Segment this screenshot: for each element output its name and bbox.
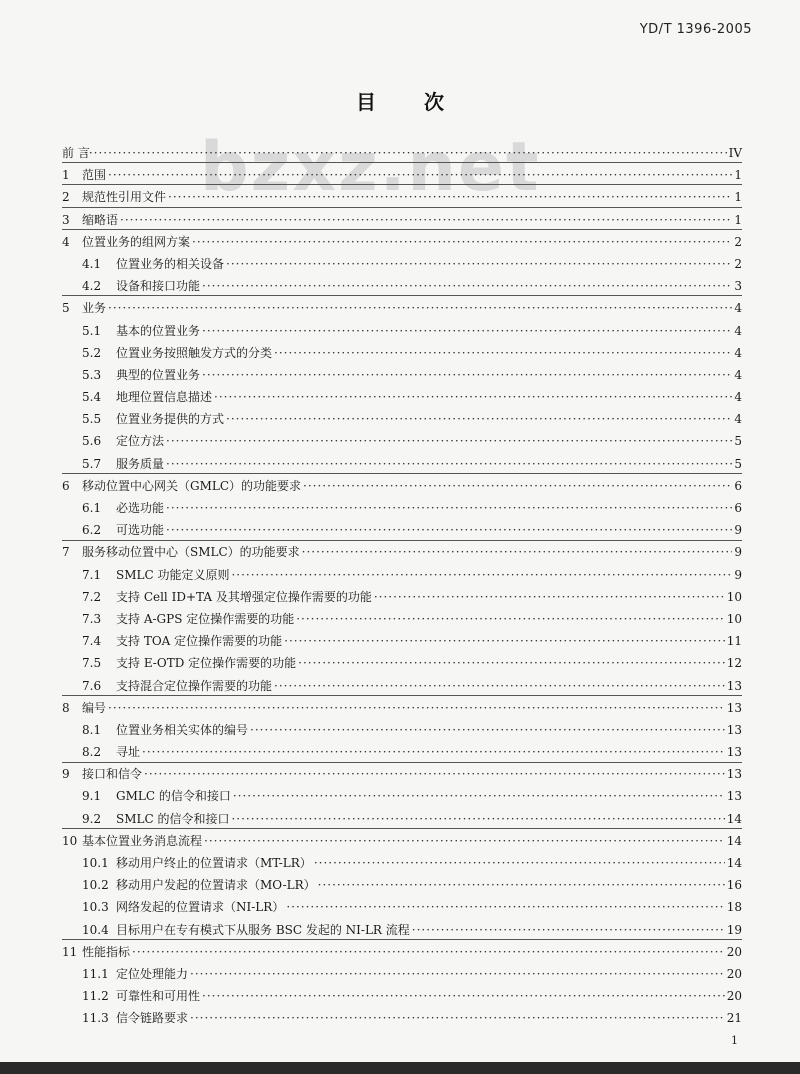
toc-entry-title: 编号	[82, 700, 107, 715]
standard-number: YD/T 1396-2005	[639, 22, 752, 37]
toc-entry-number: 6.1	[82, 501, 102, 515]
toc-entry-title: 服务移动位置中心（SMLC）的功能要求	[82, 545, 300, 560]
toc-entry-number: 9	[62, 767, 70, 782]
toc-entry-title: 缩略语	[82, 212, 119, 227]
toc-leader-dots	[144, 763, 725, 785]
toc-leader-dots	[274, 342, 732, 364]
toc-row-rule	[62, 207, 742, 208]
toc-entry-page: 4	[734, 323, 742, 338]
toc-entry-number: 5.6	[82, 434, 102, 449]
toc-entry-number: 7.5	[82, 656, 102, 671]
toc-entry-title: 网络发起的位置请求（NI-LR）	[116, 900, 285, 915]
toc-entry-title: 支持 E-OTD 定位操作需要的功能	[116, 656, 297, 671]
toc-section-entry[interactable]	[62, 364, 742, 386]
toc-section-entry[interactable]	[62, 963, 742, 985]
toc-leader-dots	[192, 231, 732, 253]
toc-row-rule	[62, 229, 742, 230]
toc-entry-number: 10	[62, 833, 78, 848]
toc-leader-dots	[142, 741, 725, 763]
toc-entry-title: 移动位置中心网关（GMLC）的功能要求	[82, 478, 302, 493]
toc-entry-page: 4	[734, 390, 742, 405]
toc-leader-dots	[296, 608, 724, 630]
toc-leader-dots	[374, 586, 725, 608]
toc-leader-dots	[202, 275, 732, 297]
toc-leader-dots	[108, 297, 732, 319]
toc-leader-dots	[166, 497, 732, 519]
toc-entry-title: 地理位置信息描述	[116, 390, 213, 405]
toc-entry-title: GMLC 的信令和接口	[116, 789, 231, 804]
toc-section-entry[interactable]	[62, 719, 742, 741]
toc-leader-dots	[318, 874, 725, 896]
toc-section-entry[interactable]	[62, 919, 742, 941]
toc-leader-dots	[250, 719, 725, 741]
toc-entry-number: 11	[62, 944, 78, 959]
toc-leader-dots	[302, 541, 732, 563]
toc-chapter-entry[interactable]	[62, 209, 742, 231]
toc-leader-dots	[108, 697, 725, 719]
toc-entry-page: 13	[726, 700, 742, 715]
toc-entry-number: 6.2	[82, 523, 102, 538]
toc-entry-number: 5.1	[82, 323, 102, 338]
toc-entry-number: 5.5	[82, 412, 102, 427]
toc-section-entry[interactable]	[62, 985, 742, 1007]
toc-entry-number: 5.4	[82, 390, 102, 405]
toc-section-entry[interactable]	[62, 808, 742, 830]
toc-leader-dots	[204, 830, 725, 852]
toc-entry-page: 2	[734, 234, 742, 249]
toc-section-entry[interactable]	[62, 874, 742, 896]
toc-leader-dots	[190, 1007, 725, 1029]
toc-entry-number: 4.1	[82, 256, 102, 271]
toc-leader-dots	[120, 209, 732, 231]
toc-leader-dots	[274, 675, 725, 697]
toc-entry-title: 支持混合定位操作需要的功能	[116, 678, 273, 693]
toc-entry-title: 位置业务的组网方案	[82, 234, 191, 249]
toc-entry-title: 设备和接口功能	[116, 279, 201, 294]
toc-entry-page: 14	[726, 856, 742, 870]
toc-entry-page: 13	[726, 678, 742, 693]
toc-section-entry[interactable]	[62, 564, 742, 586]
toc-leader-dots	[284, 630, 725, 652]
toc-entry-page: 20	[726, 966, 742, 981]
toc-entry-number: 10.2	[82, 878, 109, 893]
toc-entry-page: 12	[726, 656, 742, 671]
toc-entry-page: 20	[726, 989, 742, 1004]
toc-section-entry[interactable]	[62, 320, 742, 342]
toc-entry-title: 基本位置业务消息流程	[82, 833, 203, 848]
toc-entry-page: 19	[726, 922, 742, 937]
toc-section-entry[interactable]	[62, 408, 742, 430]
toc-chapter-entry[interactable]	[62, 231, 742, 253]
toc-leader-dots	[168, 186, 732, 208]
toc-entry-title: SMLC 的信令和接口	[116, 811, 230, 826]
toc-entry-title: 范围	[82, 168, 107, 183]
toc-leader-dots	[303, 475, 732, 497]
toc-leader-dots	[202, 364, 732, 386]
toc-leader-dots	[214, 386, 732, 408]
toc-entry-page: 20	[726, 944, 742, 959]
toc-leader-dots	[226, 253, 732, 275]
toc-leader-dots	[132, 941, 725, 963]
toc-entry-page: 13	[726, 789, 742, 804]
toc-entry-title: 寻址	[116, 745, 141, 760]
toc-entry-page: 2	[734, 256, 742, 271]
toc-entry-number: 6	[62, 478, 70, 493]
toc-entry-number: 8.2	[82, 745, 102, 760]
toc-entry-title: 支持 A-GPS 定位操作需要的功能	[116, 611, 295, 626]
toc-chapter-entry[interactable]	[62, 475, 742, 497]
toc-entry-page: 1	[734, 212, 742, 227]
toc-entry-number: 8.1	[82, 722, 102, 737]
toc-entry-title: 接口和信令	[82, 767, 143, 782]
toc-entry-page: 9	[734, 545, 742, 560]
toc-section-entry[interactable]	[62, 519, 742, 541]
toc-entry-number: 11.2	[82, 989, 109, 1004]
toc-entry-title: 支持 Cell ID+TA 及其增强定位操作需要的功能	[116, 589, 372, 604]
toc-row-rule	[62, 295, 742, 296]
toc-row-rule	[62, 695, 742, 696]
toc-entry-page: 6	[734, 478, 742, 493]
toc-row-rule	[62, 184, 742, 185]
toc-entry-page: 21	[726, 1011, 742, 1026]
toc-entry-page: 9	[734, 567, 742, 582]
toc-section-entry[interactable]	[62, 453, 742, 475]
toc-entry-number: 1	[62, 168, 70, 183]
toc-entry-number: 7.3	[82, 611, 102, 626]
toc-entry-number: 10.4	[82, 922, 109, 937]
toc-entry-number: 7.2	[82, 589, 102, 604]
toc-entry-number: 11.1	[82, 966, 109, 981]
toc-entry-title: 可靠性和可用性	[116, 989, 201, 1004]
toc-entry-number: 5.7	[82, 456, 102, 471]
toc-section-entry[interactable]	[62, 430, 742, 452]
toc-entry-title: 定位方法	[116, 434, 165, 449]
toc-leader-dots	[166, 430, 732, 452]
toc-section-entry[interactable]	[62, 675, 742, 697]
toc-entry-title: 性能指标	[82, 944, 131, 959]
toc-chapter-entry[interactable]	[62, 941, 742, 963]
toc-leader-dots	[202, 985, 725, 1007]
toc-section-entry[interactable]	[62, 741, 742, 763]
toc-entry-page: 13	[726, 722, 742, 737]
toc-entry-title: 服务质量	[116, 456, 165, 471]
toc-entry-number: 8	[62, 700, 70, 715]
toc-entry-title: 必选功能	[116, 501, 165, 515]
page-number: 1	[731, 1034, 738, 1047]
toc-entry-title: 移动用户终止的位置请求（MT-LR）	[116, 856, 312, 870]
toc-entry-page: 10	[726, 611, 742, 626]
toc-entry-number: 9.1	[82, 789, 102, 804]
toc-section-entry[interactable]	[62, 608, 742, 630]
toc-leader-dots	[202, 320, 732, 342]
toc-chapter-entry[interactable]	[62, 763, 742, 785]
toc-entry-title: 规范性引用文件	[82, 190, 167, 205]
toc-chapter-entry[interactable]	[62, 697, 742, 719]
toc-row-rule	[62, 762, 742, 763]
toc-entry-page: 5	[734, 434, 742, 449]
toc-entry-title: 定位处理能力	[116, 966, 189, 981]
toc-entry-title: 位置业务提供的方式	[116, 412, 225, 427]
toc-leader-dots	[226, 408, 732, 430]
toc-entry-number: 2	[62, 190, 70, 205]
toc-entry-title: 移动用户发起的位置请求（MO-LR）	[116, 878, 316, 893]
toc-leader-dots	[298, 652, 725, 674]
toc-leader-dots	[412, 919, 725, 941]
toc-entry-title: 位置业务的相关设备	[116, 256, 225, 271]
toc-leader-dots	[166, 453, 732, 475]
toc-entry-page: 9	[734, 523, 742, 538]
toc-section-entry[interactable]	[62, 497, 742, 519]
toc-section-entry[interactable]	[62, 342, 742, 364]
toc-entry-page: 1	[734, 190, 742, 205]
toc-entry-page: 4	[734, 301, 742, 316]
toc-row-rule	[62, 939, 742, 940]
bottom-border	[0, 1062, 800, 1074]
toc-leader-dots	[233, 785, 725, 807]
toc-entry-page: 5	[734, 456, 742, 471]
toc-leader-dots	[286, 896, 724, 918]
toc-leader-dots	[190, 963, 725, 985]
toc-section-entry[interactable]	[62, 275, 742, 297]
toc-entry-title: 典型的位置业务	[116, 367, 201, 382]
toc-entry-page: 18	[726, 900, 742, 915]
toc-entry-number: 7.6	[82, 678, 102, 693]
toc-leader-dots	[231, 808, 724, 830]
toc-section-entry[interactable]	[62, 386, 742, 408]
toc-entry-number: 10.3	[82, 900, 109, 915]
toc-entry-number: 7.1	[82, 567, 102, 582]
toc-entry-number: 5	[62, 301, 70, 316]
toc-chapter-entry[interactable]	[62, 164, 742, 186]
toc-row-rule	[62, 828, 742, 829]
toc-entry-number: 5.3	[82, 367, 102, 382]
toc-leader-dots	[108, 164, 732, 186]
toc-entry-page: 4	[734, 367, 742, 382]
toc-entry-page: IV	[728, 146, 742, 160]
toc-leader-dots	[166, 519, 732, 541]
toc-entry-page: 14	[726, 833, 742, 848]
toc-chapter-entry[interactable]	[62, 142, 742, 164]
toc-entry-title: 目标用户在专有模式下从服务 BSC 发起的 NI-LR 流程	[116, 922, 410, 937]
toc-entry-page: 11	[726, 634, 742, 649]
toc-entry-page: 4	[734, 412, 742, 427]
toc-entry-page: 13	[726, 745, 742, 760]
toc-leader-dots	[84, 142, 727, 164]
toc-entry-page: 1	[734, 168, 742, 183]
table-of-contents	[62, 142, 742, 1030]
toc-entry-title: 业务	[82, 301, 107, 316]
toc-entry-page: 16	[726, 878, 742, 893]
toc-entry-number: 5.2	[82, 345, 102, 360]
toc-section-entry[interactable]	[62, 1007, 742, 1029]
page-title: 目次	[356, 90, 492, 114]
toc-row-rule	[62, 162, 742, 163]
toc-entry-number: 前 言	[62, 146, 90, 160]
toc-entry-number: 10.1	[82, 856, 109, 870]
toc-section-entry[interactable]	[62, 586, 742, 608]
toc-section-entry[interactable]	[62, 630, 742, 652]
toc-entry-number: 9.2	[82, 811, 102, 826]
toc-leader-dots	[314, 852, 725, 874]
toc-chapter-entry[interactable]	[62, 830, 742, 852]
toc-section-entry[interactable]	[62, 896, 742, 918]
toc-entry-number: 7	[62, 545, 70, 560]
toc-entry-title: 信令链路要求	[116, 1011, 189, 1026]
toc-entry-title: 可选功能	[116, 523, 165, 538]
toc-entry-page: 6	[734, 501, 742, 515]
toc-entry-page: 14	[726, 811, 742, 826]
toc-entry-number: 7.4	[82, 634, 102, 649]
toc-entry-title: 基本的位置业务	[116, 323, 201, 338]
toc-entry-title: 位置业务相关实体的编号	[116, 722, 249, 737]
toc-chapter-entry[interactable]	[62, 297, 742, 319]
toc-entry-page: 4	[734, 345, 742, 360]
toc-leader-dots	[231, 564, 732, 586]
toc-chapter-entry[interactable]	[62, 541, 742, 563]
toc-entry-page: 13	[726, 767, 742, 782]
toc-section-entry[interactable]	[62, 785, 742, 807]
toc-entry-title: SMLC 功能定义原则	[116, 567, 230, 582]
toc-entry-page: 10	[726, 589, 742, 604]
toc-row-rule	[62, 473, 742, 474]
toc-entry-page: 3	[734, 279, 742, 294]
toc-entry-number: 3	[62, 212, 70, 227]
toc-chapter-entry[interactable]	[62, 186, 742, 208]
toc-entry-number: 11.3	[82, 1011, 109, 1026]
toc-entry-title: 支持 TOA 定位操作需要的功能	[116, 634, 283, 649]
watermark: bzxz.net	[200, 128, 541, 207]
toc-entry-number: 4.2	[82, 279, 102, 294]
toc-entry-number: 4	[62, 234, 70, 249]
toc-section-entry[interactable]	[62, 652, 742, 674]
toc-section-entry[interactable]	[62, 852, 742, 874]
toc-entry-title: 位置业务按照触发方式的分类	[116, 345, 273, 360]
toc-row-rule	[62, 540, 742, 541]
toc-section-entry[interactable]	[62, 253, 742, 275]
